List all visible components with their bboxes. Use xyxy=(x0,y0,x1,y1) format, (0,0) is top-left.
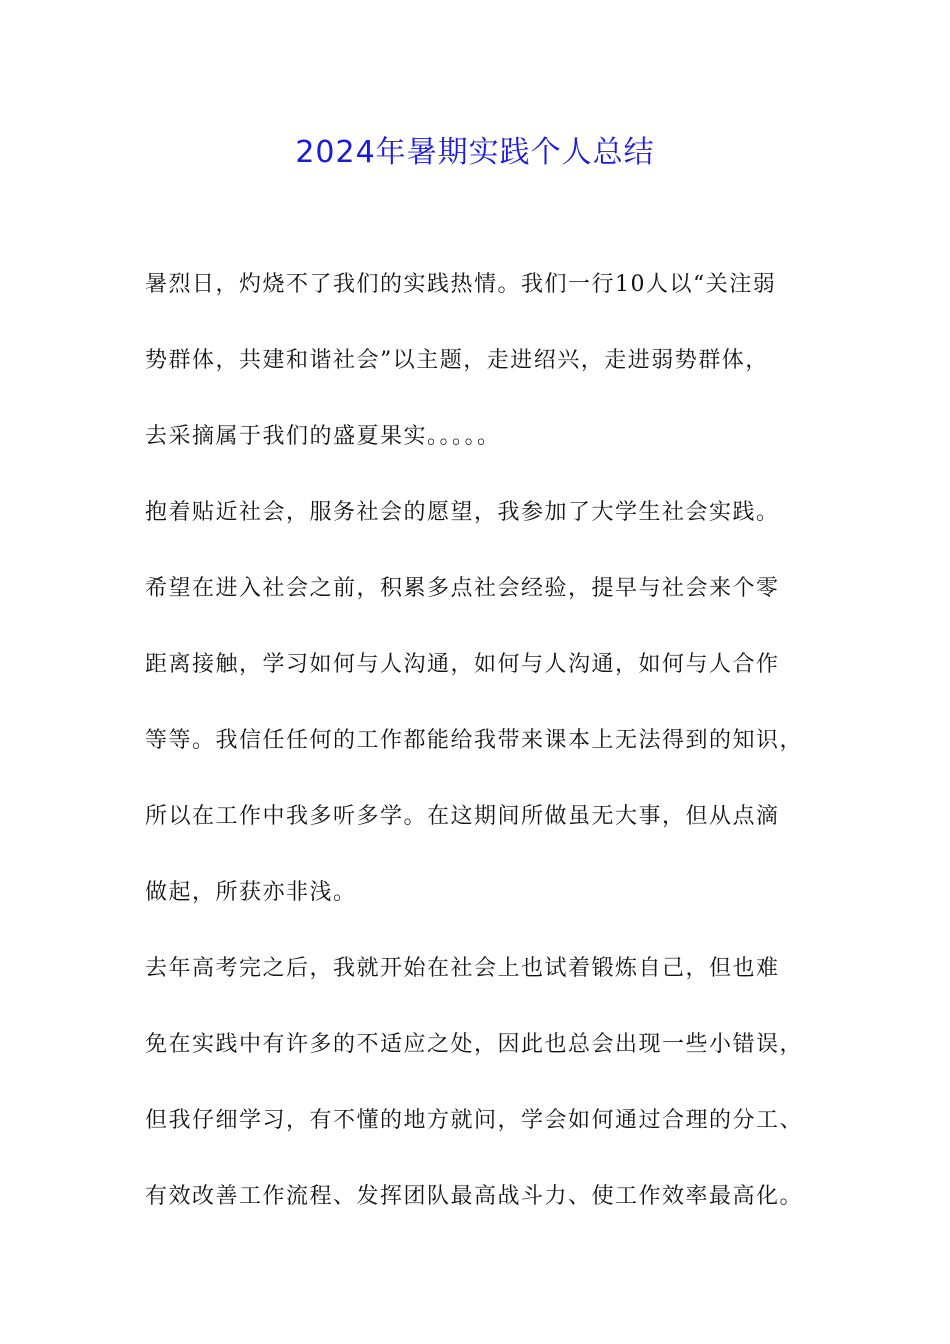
text-line: 势群体，共建和谐社会”以主题，走进绍兴，走进弱势群体， xyxy=(145,348,769,373)
text-line: 去年高考完之后，我就开始在社会上也试着锻炼自己，但也难 xyxy=(145,956,780,981)
text-line: 做起，所获亦非浅。 xyxy=(145,880,357,905)
text-line: 等等。我信任任何的工作都能给我带来课本上无法得到的知识， xyxy=(145,728,804,753)
text-line: 有效改善工作流程、发挥团队最高战斗力、使工作效率最高化。 xyxy=(145,1184,804,1209)
text-line: 希望在进入社会之前，积累多点社会经验，提早与社会来个零 xyxy=(145,576,780,601)
text-line: 暑烈日，灼烧不了我们的实践热情。我们一行10人以“关注弱 xyxy=(145,272,777,297)
text-line: 免在实践中有许多的不适应之处，因此也总会出现一些小错误， xyxy=(145,1032,804,1057)
text-line: 所以在工作中我多听多学。在这期间所做虽无大事，但从点滴 xyxy=(145,804,780,829)
text-line: 抱着贴近社会，服务社会的愿望，我参加了大学生社会实践。 xyxy=(145,500,780,525)
text-line: 距离接触，学习如何与人沟通，如何与人沟通，如何与人合作 xyxy=(145,652,780,677)
text-line: 但我仔细学习，有不懂的地方就问，学会如何通过合理的分工、 xyxy=(145,1108,804,1133)
text-line: 去采摘属于我们的盛夏果实。。。。。 xyxy=(145,424,501,449)
document-title: 2024年暑期实践个人总结 xyxy=(295,135,655,170)
document-body xyxy=(145,262,813,1250)
